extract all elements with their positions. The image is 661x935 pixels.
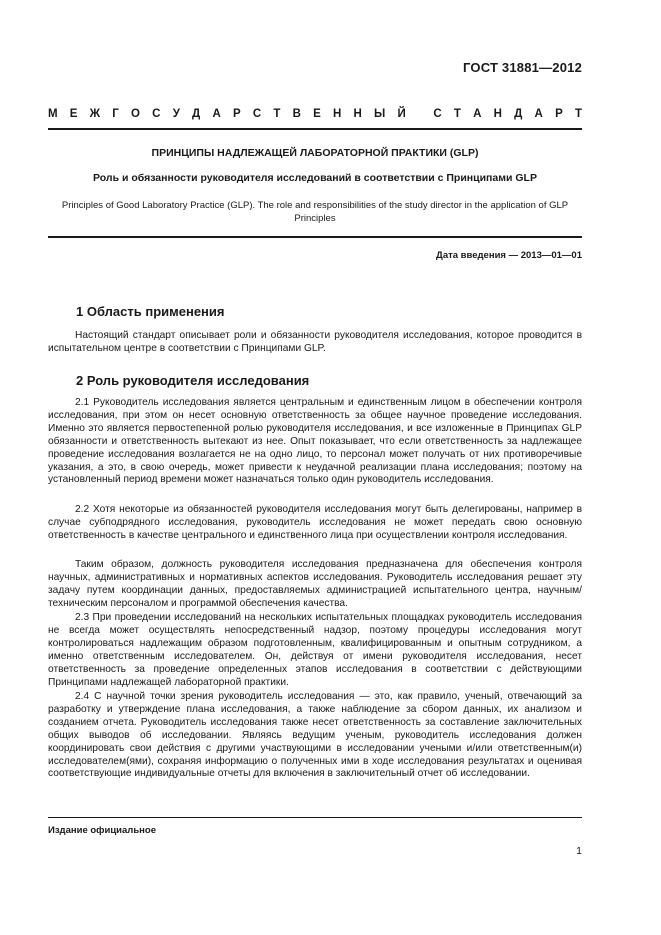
heading-letter: Г: [112, 108, 119, 120]
heading-letter: В: [292, 108, 301, 120]
section-heading-scope: 1 Область применения: [76, 304, 225, 319]
footer-divider: [48, 817, 582, 818]
heading-letter: Й: [397, 108, 406, 120]
document-title: ПРИНЦИПЫ НАДЛЕЖАЩЕЙ ЛАБОРАТОРНОЙ ПРАКТИКИ (GLP): [151, 147, 479, 159]
heading-letter: Н: [353, 108, 362, 120]
heading-letter: У: [172, 108, 180, 120]
heading-letter: Р: [555, 108, 563, 120]
section-heading-role: 2 Роль руководителя исследования: [76, 373, 310, 388]
heading-letter: Т: [453, 108, 461, 120]
heading-letter: Т: [574, 108, 582, 120]
heading-letter: С: [252, 108, 262, 120]
heading-letter: О: [131, 108, 140, 120]
interstate-standard-heading: [48, 108, 582, 120]
official-edition-label: Издание официальное: [48, 825, 156, 836]
heading-letter: Е: [313, 108, 321, 120]
paragraph-2-2-continued: Таким образом, должность руководителя исследования предназначена для обеспечения контроля научных, административных и нормативных аспектов исследования. Руководитель исследования решает эту задачу путем координации данных, предоставляемых администрацией испытательного центра, научным/техническим персоналом и программой обеспечения качества.: [48, 559, 582, 609]
heading-letter: Ы: [374, 108, 386, 120]
heading-letter: Д: [192, 108, 201, 120]
heading-letter: Н: [332, 108, 342, 120]
page-number: 1: [576, 845, 582, 857]
paragraph-2-1: 2.1 Руководитель исследования является центральным и единственным лицом в обеспечении контроля исследования, при этом он несет основную ответственность за общее научное проведение исследования. Именно это является первостепенной ролью руководителя исследования, и все изложенные в Принципах GLP обязанности и ответственность вытекают из нее. Опыт показывает, что если ответственность за надлежащее проведение исследования возлагается не на одно лицо, то персонал может получать от них противоречивые указания, а это, в свою очередь, может привести к неудачной реализации плана исследования; поэтому на установленный период времени может назначаться только один руководитель исследования.: [48, 397, 582, 486]
heading-letter: Е: [69, 108, 78, 120]
standard-number: ГОСТ 31881—2012: [463, 60, 582, 75]
heading-letter: Д: [514, 108, 523, 120]
paragraph-scope: Настоящий стандарт описывает роли и обязанности руководителя исследования, которое проводится в испытательном центре в соответствии с Принципами GLP.: [48, 330, 582, 354]
document-subtitle: Роль и обязанности руководителя исследований в соответствии с Принципами GLP: [93, 172, 537, 184]
heading-letter: А: [473, 108, 482, 120]
paragraph-2-3: 2.3 При проведении исследований на нескольких испытательных площадках руководитель исследования не всегда может осуществлять непосредственный надзор, поэтому процедуры исследования могут контролироваться надлежащим образом подготовленным, квалифицированным и опытным сотрудником, а именно ответственным исследователем. Он, действуя от имени руководителя исследования, несет ответственность за проведение определенных этапов исследования в соответствии с действующими Принципами надлежащей лабораторной практики.: [48, 612, 582, 688]
heading-letter: А: [212, 108, 221, 120]
title-divider: [48, 236, 582, 238]
paragraph-2-2: 2.2 Хотя некоторые из обязанностей руководителя исследования могут быть делегированы, например в случае субподрядного исследования, руководитель исследования не может передать свою основную ответственность в качестве центрального и единственного лица при осуществлении контроля исследования.: [48, 504, 582, 541]
heading-letter: С: [152, 108, 161, 120]
top-divider: [48, 128, 582, 130]
paragraph-2-4: 2.4 С научной точки зрения руководитель исследования — это, как правило, ученый, отвечающий за разработку и утверждение плана исследования, а также наблюдение за сбором данных, их анализом и созданием отчета. Руководитель исследования также несет ответственность за составление заключительных общих выводов об исследовании. Являясь ведущим ученым, руководитель исследования должен координировать свои действия с другими участвующими в исследовании учеными и/или ответственным(и) исследователем(ями), сохраняя информацию о полученных ими в ходе исследования результатах и оценивая соответствующие индивидуальные отчеты для включения в заключительный отчет об исследовании.: [48, 691, 582, 780]
document-title-english: Principles of Good Laboratory Practice (GLP). The role and responsibilities of the study director in the application of GLP Principles: [61, 200, 569, 224]
heading-letter: М: [48, 108, 58, 120]
heading-letter: С: [433, 108, 442, 120]
heading-letter: Р: [232, 108, 241, 120]
heading-letter: Т: [273, 108, 281, 120]
heading-letter: Н: [493, 108, 502, 120]
heading-letter: А: [534, 108, 543, 120]
heading-letter: Ж: [89, 108, 101, 120]
introduction-date: Дата введения — 2013—01—01: [436, 250, 582, 261]
heading-gap: [418, 108, 421, 120]
